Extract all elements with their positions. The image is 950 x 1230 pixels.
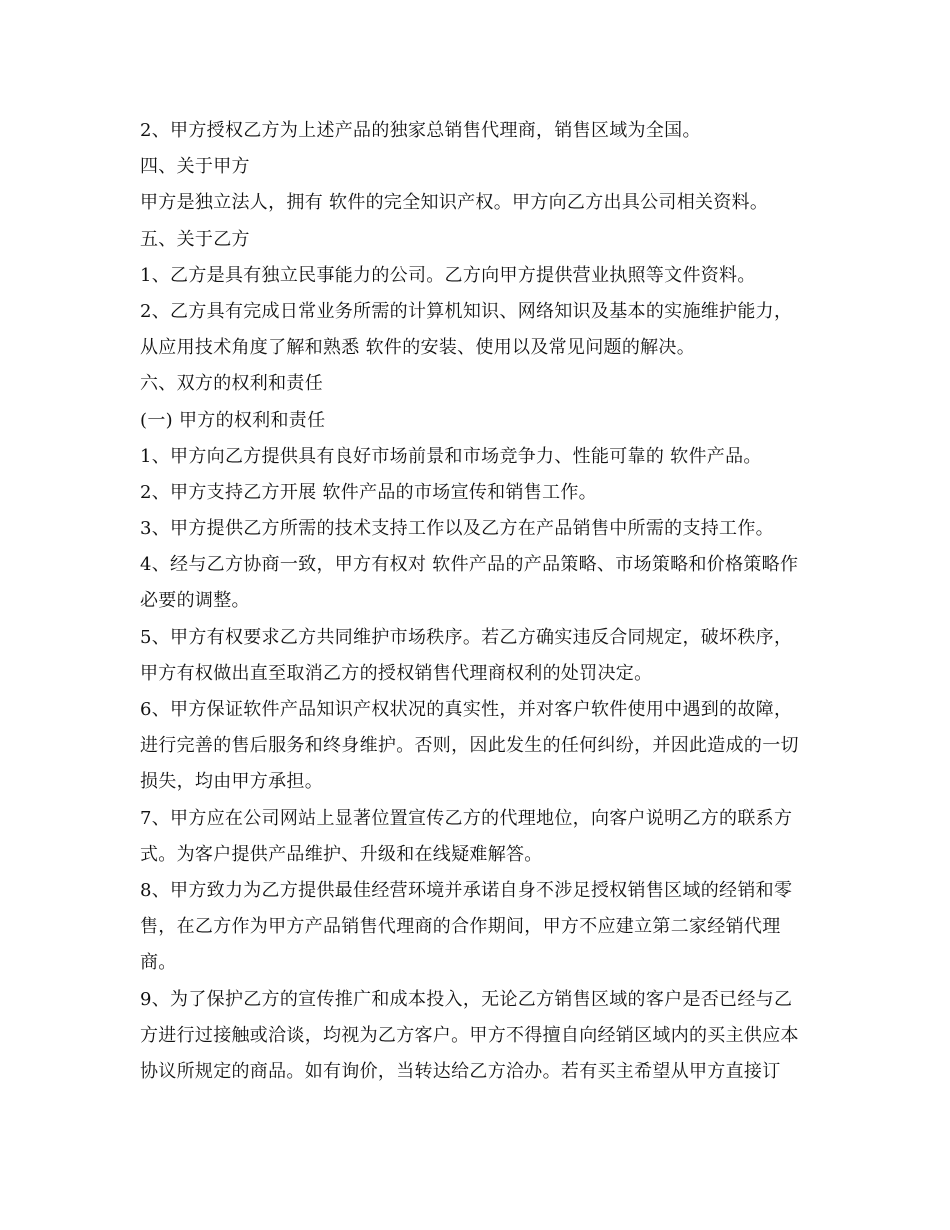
text-line: 方进行过接触或洽谈，均视为乙方客户。甲方不得擅自向经销区域内的买主供应本: [140, 1024, 799, 1046]
text-line: 进行完善的售后服务和终身维护。否则，因此发生的任何纠纷，并因此造成的一切: [140, 735, 799, 757]
text-line: 2、乙方具有完成日常业务所需的计算机知识、网络知识及基本的实施维护能力，: [140, 300, 793, 322]
section-heading: 四、关于甲方: [140, 156, 250, 178]
text-line: 6、甲方保证软件产品知识产权状况的真实性，并对客户软件使用中遇到的故障，: [140, 699, 793, 720]
text-line: 5、甲方有权要求乙方共同维护市场秩序。若乙方确实违反合同规定，破坏秩序，: [140, 626, 793, 648]
text-line: 2、甲方授权乙方为上述产品的独家总销售代理商，销售区域为全国。: [140, 120, 701, 141]
text-line: 7、甲方应在公司网站上显著位置宣传乙方的代理地位，向客户说明乙方的联系方: [140, 807, 793, 829]
document-page: [140, 113, 820, 1090]
text-line: 甲方是独立法人，拥有 软件的完全知识产权。甲方向乙方出具公司相关资料。: [140, 192, 769, 214]
text-line: 协议所规定的商品。如有询价，当转达给乙方洽办。若有买主希望从甲方直接订: [140, 1060, 781, 1082]
text-line: 式。为客户提供产品维护、升级和在线疑难解答。: [140, 843, 543, 865]
text-line: 3、甲方提供乙方所需的技术支持工作以及乙方在产品销售中所需的支持工作。: [140, 518, 774, 540]
text-line: 8、甲方致力为乙方提供最佳经营环境并承诺自身不涉足授权销售区域的经销和零: [140, 879, 793, 901]
text-line: 2、甲方支持乙方开展 软件产品的市场宣传和销售工作。: [140, 481, 597, 503]
text-line: 商。: [140, 952, 177, 974]
text-line: 1、乙方是具有独立民事能力的公司。乙方向甲方提供营业执照等文件资料。: [140, 264, 756, 286]
text-line: 售，在乙方作为甲方产品销售代理商的合作期间，甲方不应建立第二家经销代理: [140, 916, 781, 938]
subsection-heading: (一) 甲方的权利和责任: [140, 409, 326, 431]
section-heading: 六、双方的权利和责任: [140, 373, 323, 395]
text-line: 1、甲方向乙方提供具有良好市场前景和市场竞争力、性能可靠的 软件产品。: [140, 445, 762, 467]
text-line: 甲方有权做出直至取消乙方的授权销售代理商权利的处罚决定。: [140, 662, 653, 684]
text-line: 4、经与乙方协商一致，甲方有权对 软件产品的产品策略、市场策略和价格策略作: [140, 554, 799, 576]
text-line: 9、为了保护乙方的宣传推广和成本投入，无论乙方销售区域的客户是否已经与乙: [140, 988, 793, 1010]
section-heading: 五、关于乙方: [140, 228, 250, 250]
text-line: 必要的调整。: [140, 590, 250, 612]
text-line: 损失，均由甲方承担。: [140, 771, 323, 793]
text-line: 从应用技术角度了解和熟悉 软件的安装、使用以及常见问题的解决。: [140, 337, 696, 359]
